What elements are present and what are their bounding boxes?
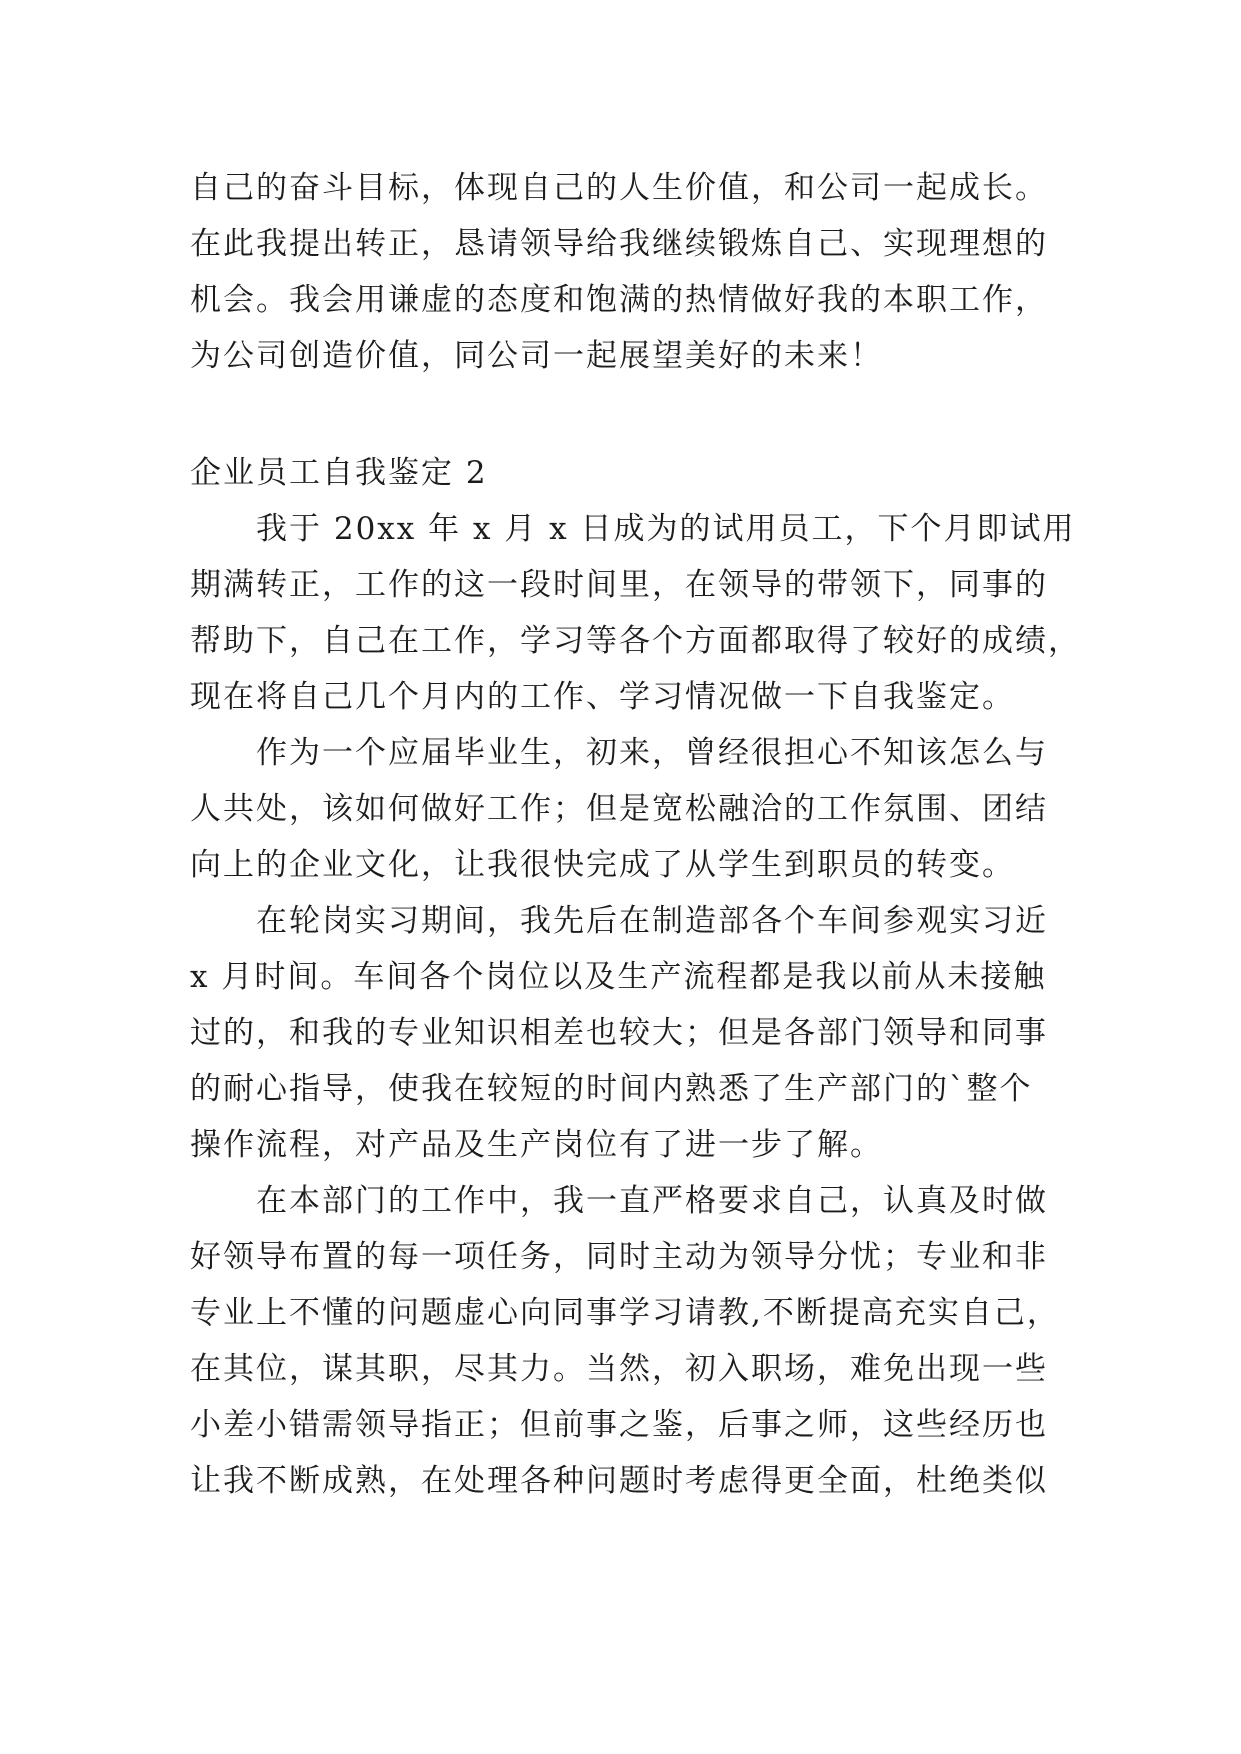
text-line: 让我不断成熟，在处理各种问题时考虑得更全面，杜绝类似 [190, 1463, 1048, 1499]
text-line: 向上的企业文化，让我很快完成了从学生到职员的转变。 [190, 847, 1015, 883]
text-line: 操作流程，对产品及生产岗位有了进一步了解。 [190, 1127, 883, 1163]
text-line: 自己的奋斗目标，体现自己的人生价值，和公司一起成长。 [190, 170, 1048, 206]
text-line: 在此我提出转正，恳请领导给我继续锻炼自己、实现理想的 [190, 226, 1048, 262]
text-line: 作为一个应届毕业生，初来，曾经很担心不知该怎么与 [190, 735, 1048, 771]
text-line: 好领导布置的每一项任务，同时主动为领导分忧；专业和非 [190, 1239, 1048, 1275]
text-line: 现在将自己几个月内的工作、学习情况做一下自我鉴定。 [190, 679, 1015, 715]
body-text [190, 501, 1081, 1509]
text-line: 专业上不懂的问题虚心向同事学习请教,不断提高充实自己， [190, 1295, 1060, 1331]
text-line: 人共处，该如何做好工作；但是宽松融洽的工作氛围、团结 [190, 791, 1048, 827]
text-line: 的耐心指导，使我在较短的时间内熟悉了生产部门的`整个 [190, 1071, 1033, 1107]
section-title: 企业员工自我鉴定 2 [190, 455, 488, 491]
text-line: 在本部门的工作中，我一直严格要求自己，认真及时做 [190, 1183, 1048, 1219]
text-line: 帮助下，自己在工作，学习等各个方面都取得了较好的成绩， [190, 623, 1081, 659]
text-line: 机会。我会用谦虚的态度和饱满的热情做好我的本职工作， [190, 282, 1048, 318]
text-line: 小差小错需领导指正；但前事之鉴，后事之师，这些经历也 [190, 1407, 1048, 1443]
text-line: x 月时间。车间各个岗位以及生产流程都是我以前从未接触 [190, 959, 1047, 995]
continuation-paragraph [190, 160, 1050, 384]
text-line: 我于 20xx 年 x 月 x 日成为的试用员工，下个月即试用 [190, 511, 1076, 547]
section-title-block [190, 445, 1050, 501]
text-line: 为公司创造价值，同公司一起展望美好的未来！ [190, 338, 883, 374]
text-line: 在轮岗实习期间，我先后在制造部各个车间参观实习近 [190, 903, 1048, 939]
text-line: 期满转正，工作的这一段时间里，在领导的带领下，同事的 [190, 567, 1048, 603]
text-line: 过的，和我的专业知识相差也较大；但是各部门领导和同事 [190, 1015, 1048, 1051]
text-line: 在其位，谋其职，尽其力。当然，初入职场，难免出现一些 [190, 1351, 1048, 1387]
